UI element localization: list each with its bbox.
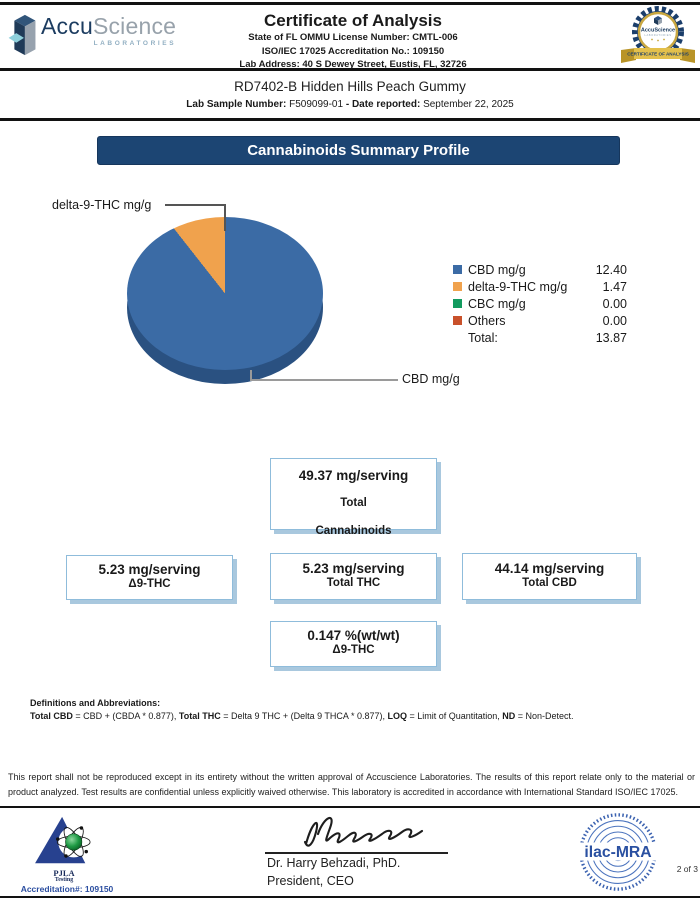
result-value: 0.147 %(wt/wt) bbox=[307, 628, 400, 643]
result-box-total-cbd bbox=[462, 553, 637, 600]
pjla-sub: Testing bbox=[54, 877, 74, 883]
definition-text: = Delta 9 THC + (Delta 9 THCA * 0.877), bbox=[220, 711, 388, 721]
section-banner bbox=[97, 136, 620, 165]
sample-bottom-rule bbox=[0, 118, 700, 121]
logo-accu: Accu bbox=[41, 13, 93, 39]
legend-swatch-cbc bbox=[453, 299, 462, 308]
license-line: State of FL OMMU License Number: CMTL-006 bbox=[248, 32, 458, 43]
result-box-total-thc bbox=[270, 553, 437, 600]
legend-label: Others bbox=[468, 313, 506, 328]
legend-row-others bbox=[453, 312, 627, 329]
sample-dash: - bbox=[345, 99, 350, 110]
result-box-d9-thc-serving bbox=[66, 555, 233, 600]
legend-label: delta-9-THC mg/g bbox=[468, 279, 568, 294]
pie-top bbox=[127, 217, 323, 370]
date-reported-value: September 22, 2025 bbox=[423, 99, 514, 110]
result-label: Total bbox=[340, 497, 367, 509]
definition-term: ND bbox=[502, 711, 516, 721]
badge-brand-text: AccuScience bbox=[640, 27, 676, 34]
accuscience-cube-icon bbox=[8, 13, 38, 59]
legend-total-value: 13.87 bbox=[595, 330, 627, 345]
result-box-total-cannabinoids bbox=[270, 458, 437, 537]
section-banner-title: Cannabinoids Summary Profile bbox=[247, 142, 470, 159]
legend-value: 0.00 bbox=[602, 296, 627, 311]
pjla-accreditation: Accreditation#: 109150 bbox=[20, 884, 114, 894]
legend-total-label: Total: bbox=[468, 330, 498, 345]
footer-top-rule bbox=[0, 806, 700, 808]
product-name: RD7402-B Hidden Hills Peach Gummy bbox=[234, 79, 466, 94]
result-label: Total CBD bbox=[522, 577, 577, 589]
ilac-mra-text: ilac-MRA bbox=[584, 844, 652, 862]
legend-row-total bbox=[453, 329, 627, 346]
disclaimer-text: This report shall not be reproduced except in its entirety without the written approval of Accuscience Laboratories. The results of this report relate only to the material or product analyzed. Test results are confidential unless explicitly waived otherwise. This laboratory is accredited in accordance with International Standard ISO/IEC 17025. bbox=[8, 772, 695, 797]
legend-value: 1.47 bbox=[602, 279, 627, 294]
signatory-name: Dr. Harry Behzadi, PhD. bbox=[267, 856, 401, 870]
badge-ribbon-text: CERTIFICATE OF ANALYSIS bbox=[627, 51, 689, 57]
sample-number-value: F509099-01 bbox=[289, 99, 344, 110]
top-rule bbox=[0, 2, 700, 5]
legend-row-cbd bbox=[453, 261, 627, 278]
legend-row-cbc bbox=[453, 295, 627, 312]
definitions-line bbox=[30, 710, 680, 723]
result-value: 49.37 mg/serving bbox=[298, 468, 409, 483]
date-reported-label: Date reported: bbox=[351, 99, 421, 110]
definitions-heading bbox=[30, 697, 680, 710]
legend-swatch-others bbox=[453, 316, 462, 325]
result-value: 5.23 mg/serving bbox=[302, 561, 405, 576]
address-line: Lab Address: 40 S Dewey Street, Eustis, FL, 32726 bbox=[239, 59, 467, 70]
legend-value: 0.00 bbox=[602, 313, 627, 328]
logo-science: Science bbox=[92, 13, 177, 39]
certificate-seal-badge bbox=[618, 6, 698, 68]
result-value: 5.23 mg/serving bbox=[98, 562, 201, 577]
legend-swatch-delta9thc bbox=[453, 282, 462, 291]
badge-sub-text: LABORATORIES bbox=[644, 34, 672, 37]
cbd-callout-line-v bbox=[250, 370, 252, 380]
delta9-callout-line-h bbox=[165, 204, 225, 206]
definition-term: LOQ bbox=[387, 711, 407, 721]
legend-label: CBD mg/g bbox=[468, 262, 526, 277]
definition-term: Total THC bbox=[178, 711, 221, 721]
definition-text: = Limit of Quantitation, bbox=[406, 711, 503, 721]
delta9-callout-line-v bbox=[224, 204, 226, 231]
pjla-name: PJLA bbox=[53, 868, 75, 878]
definition-term: Total CBD bbox=[30, 711, 73, 721]
signature-line bbox=[265, 852, 448, 854]
pie-callout-label-cbd: CBD mg/g bbox=[402, 372, 460, 386]
header-center bbox=[150, 11, 556, 72]
sample-info-line bbox=[0, 99, 700, 110]
legend-label: CBC mg/g bbox=[468, 296, 526, 311]
definitions-heading-text: Definitions and Abbreviations: bbox=[30, 698, 161, 708]
cbd-callout-line-h bbox=[250, 379, 398, 381]
ilac-mra-logo bbox=[574, 812, 662, 892]
footer-bottom-rule bbox=[0, 896, 700, 898]
result-label: Δ9-THC bbox=[128, 578, 171, 590]
logo-laboratories: LABORATORIES bbox=[93, 40, 177, 47]
chart-legend bbox=[453, 261, 627, 346]
signatory-title: President, CEO bbox=[267, 874, 354, 888]
result-label: Δ9-THC bbox=[332, 644, 375, 656]
page-number: 2 of 3 bbox=[676, 864, 698, 874]
legend-swatch-cbd bbox=[453, 265, 462, 274]
signature-image bbox=[288, 810, 448, 852]
certificate-title: Certificate of Analysis bbox=[264, 11, 442, 30]
definition-text: = Non-Detect. bbox=[515, 711, 574, 721]
result-value: 44.14 mg/serving bbox=[494, 561, 605, 576]
sample-number-label: Lab Sample Number: bbox=[186, 99, 287, 110]
iso-line: ISO/IEC 17025 Accreditation No.: 109150 bbox=[261, 45, 445, 57]
definition-text: = CBD + (CBDA * 0.877), bbox=[72, 711, 179, 721]
result-label: Total THC bbox=[326, 577, 381, 589]
definitions-block bbox=[30, 697, 680, 723]
pjla-logo bbox=[30, 813, 100, 869]
result-label: Cannabinoids bbox=[315, 525, 392, 537]
pie-callout-label-delta9thc: delta-9-THC mg/g bbox=[52, 198, 152, 212]
legend-row-delta9thc bbox=[453, 278, 627, 295]
legend-value: 12.40 bbox=[595, 262, 627, 277]
result-box-d9-thc-wt bbox=[270, 621, 437, 667]
